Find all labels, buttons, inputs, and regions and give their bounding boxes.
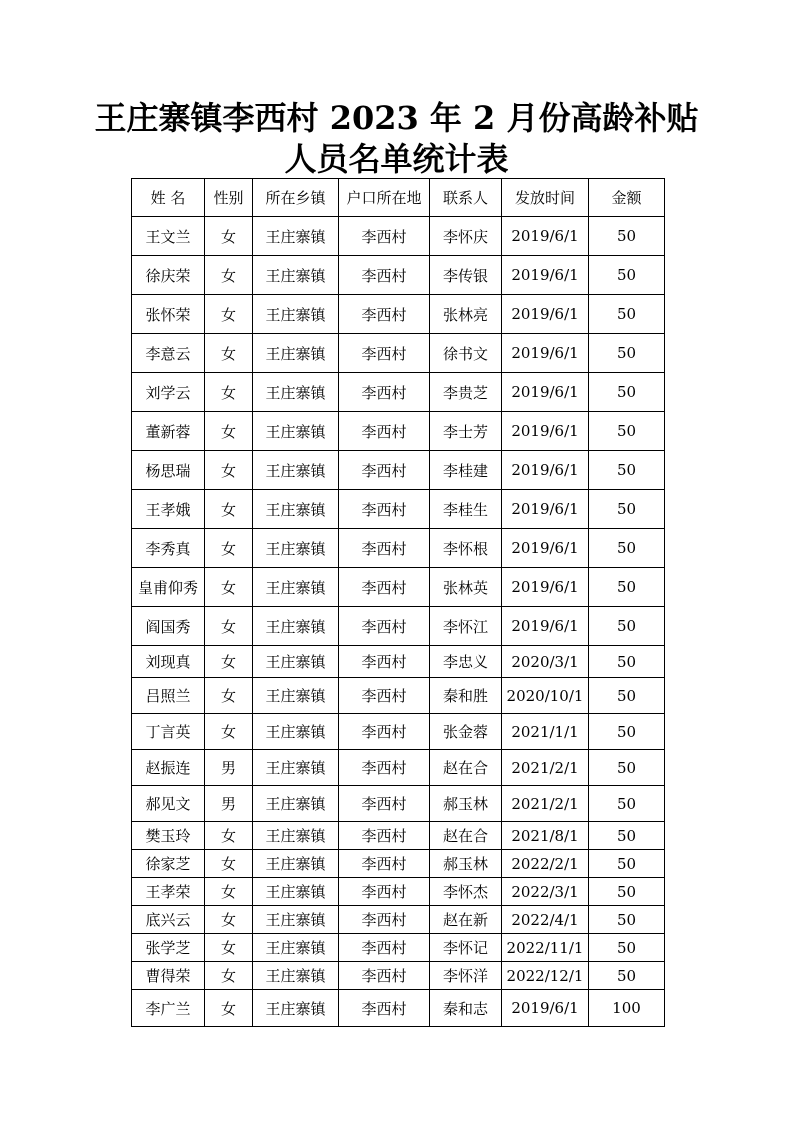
cell-issue-time: 2019/6/1 (502, 412, 589, 451)
cell-gender: 女 (205, 412, 253, 451)
cell-name: 李广兰 (132, 990, 205, 1027)
cell-township: 王庄寨镇 (253, 256, 339, 295)
cell-registration: 李西村 (339, 295, 430, 334)
cell-registration: 李西村 (339, 906, 430, 934)
cell-township: 王庄寨镇 (253, 490, 339, 529)
cell-contact: 郝玉林 (430, 786, 502, 822)
cell-township: 王庄寨镇 (253, 607, 339, 646)
document-subtitle: 人员名单统计表 (284, 140, 509, 178)
cell-gender: 女 (205, 334, 253, 373)
cell-registration: 李西村 (339, 529, 430, 568)
cell-issue-time: 2022/2/1 (502, 850, 589, 878)
cell-township: 王庄寨镇 (253, 529, 339, 568)
cell-registration: 李西村 (339, 678, 430, 714)
cell-township: 王庄寨镇 (253, 878, 339, 906)
cell-contact: 李怀庆 (430, 217, 502, 256)
cell-contact: 徐书文 (430, 334, 502, 373)
cell-name: 张学芝 (132, 934, 205, 962)
table-row (132, 750, 665, 786)
cell-contact: 李传银 (430, 256, 502, 295)
cell-amount: 50 (589, 878, 665, 906)
cell-amount: 50 (589, 786, 665, 822)
cell-contact: 赵在合 (430, 822, 502, 850)
cell-contact: 郝玉林 (430, 850, 502, 878)
cell-township: 王庄寨镇 (253, 451, 339, 490)
cell-gender: 女 (205, 490, 253, 529)
cell-registration: 李西村 (339, 646, 430, 678)
cell-gender: 女 (205, 714, 253, 750)
cell-registration: 李西村 (339, 373, 430, 412)
cell-registration: 李西村 (339, 568, 430, 607)
cell-name: 吕照兰 (132, 678, 205, 714)
cell-amount: 50 (589, 646, 665, 678)
cell-registration: 李西村 (339, 822, 430, 850)
cell-township: 王庄寨镇 (253, 962, 339, 990)
cell-gender: 女 (205, 568, 253, 607)
cell-contact: 李桂建 (430, 451, 502, 490)
cell-amount: 50 (589, 373, 665, 412)
cell-registration: 李西村 (339, 217, 430, 256)
cell-township: 王庄寨镇 (253, 934, 339, 962)
cell-contact: 赵在新 (430, 906, 502, 934)
header-amount: 金额 (589, 179, 665, 217)
cell-amount: 50 (589, 822, 665, 850)
cell-amount: 50 (589, 906, 665, 934)
cell-issue-time: 2019/6/1 (502, 295, 589, 334)
cell-township: 王庄寨镇 (253, 295, 339, 334)
cell-township: 王庄寨镇 (253, 822, 339, 850)
cell-registration: 李西村 (339, 878, 430, 906)
cell-gender: 女 (205, 646, 253, 678)
cell-amount: 50 (589, 451, 665, 490)
cell-issue-time: 2019/6/1 (502, 490, 589, 529)
table-row (132, 295, 665, 334)
cell-name: 杨思瑞 (132, 451, 205, 490)
header-registration: 户口所在地 (339, 179, 430, 217)
table-row (132, 906, 665, 934)
cell-issue-time: 2021/2/1 (502, 750, 589, 786)
cell-contact: 张金蓉 (430, 714, 502, 750)
table-row (132, 990, 665, 1027)
cell-gender: 女 (205, 934, 253, 962)
cell-name: 阎国秀 (132, 607, 205, 646)
cell-issue-time: 2020/3/1 (502, 646, 589, 678)
cell-issue-time: 2019/6/1 (502, 990, 589, 1027)
cell-contact: 李怀江 (430, 607, 502, 646)
cell-contact: 秦和志 (430, 990, 502, 1027)
cell-gender: 女 (205, 878, 253, 906)
cell-issue-time: 2019/6/1 (502, 451, 589, 490)
cell-issue-time: 2021/2/1 (502, 786, 589, 822)
table-row (132, 850, 665, 878)
cell-contact: 张林英 (430, 568, 502, 607)
cell-amount: 50 (589, 607, 665, 646)
cell-amount: 50 (589, 256, 665, 295)
cell-gender: 女 (205, 850, 253, 878)
cell-registration: 李西村 (339, 714, 430, 750)
table-row (132, 714, 665, 750)
header-name: 姓 名 (132, 179, 205, 217)
table-row (132, 646, 665, 678)
table-row (132, 878, 665, 906)
header-issue-time: 发放时间 (502, 179, 589, 217)
cell-name: 王文兰 (132, 217, 205, 256)
cell-gender: 女 (205, 373, 253, 412)
cell-amount: 50 (589, 750, 665, 786)
table-row (132, 217, 665, 256)
cell-name: 刘现真 (132, 646, 205, 678)
cell-issue-time: 2019/6/1 (502, 217, 589, 256)
cell-contact: 李士芳 (430, 412, 502, 451)
cell-registration: 李西村 (339, 850, 430, 878)
subsidy-roster-table (131, 178, 665, 1027)
cell-contact: 李贵芝 (430, 373, 502, 412)
cell-name: 郝见文 (132, 786, 205, 822)
table-row (132, 412, 665, 451)
cell-registration: 李西村 (339, 490, 430, 529)
table-row (132, 451, 665, 490)
cell-township: 王庄寨镇 (253, 334, 339, 373)
cell-issue-time: 2022/3/1 (502, 878, 589, 906)
cell-amount: 50 (589, 962, 665, 990)
cell-contact: 李桂生 (430, 490, 502, 529)
cell-gender: 女 (205, 678, 253, 714)
cell-name: 徐家芝 (132, 850, 205, 878)
cell-issue-time: 2022/11/1 (502, 934, 589, 962)
cell-gender: 女 (205, 217, 253, 256)
cell-gender: 女 (205, 906, 253, 934)
cell-township: 王庄寨镇 (253, 990, 339, 1027)
cell-issue-time: 2019/6/1 (502, 256, 589, 295)
table-row (132, 256, 665, 295)
cell-registration: 李西村 (339, 256, 430, 295)
cell-township: 王庄寨镇 (253, 373, 339, 412)
cell-registration: 李西村 (339, 934, 430, 962)
table-header-row (132, 179, 665, 217)
cell-amount: 50 (589, 217, 665, 256)
table-row (132, 334, 665, 373)
cell-name: 皇甫仰秀 (132, 568, 205, 607)
cell-gender: 女 (205, 962, 253, 990)
cell-amount: 50 (589, 934, 665, 962)
table-row (132, 678, 665, 714)
cell-gender: 男 (205, 786, 253, 822)
cell-gender: 女 (205, 822, 253, 850)
cell-issue-time: 2019/6/1 (502, 334, 589, 373)
cell-registration: 李西村 (339, 412, 430, 451)
header-township: 所在乡镇 (253, 179, 339, 217)
cell-amount: 50 (589, 490, 665, 529)
cell-contact: 李怀杰 (430, 878, 502, 906)
cell-township: 王庄寨镇 (253, 786, 339, 822)
table-row (132, 786, 665, 822)
cell-issue-time: 2021/8/1 (502, 822, 589, 850)
table-row (132, 934, 665, 962)
cell-registration: 李西村 (339, 607, 430, 646)
cell-township: 王庄寨镇 (253, 217, 339, 256)
cell-name: 王孝娥 (132, 490, 205, 529)
cell-township: 王庄寨镇 (253, 678, 339, 714)
cell-gender: 女 (205, 990, 253, 1027)
cell-registration: 李西村 (339, 786, 430, 822)
header-contact: 联系人 (430, 179, 502, 217)
header-gender: 性别 (205, 179, 253, 217)
cell-township: 王庄寨镇 (253, 850, 339, 878)
cell-registration: 李西村 (339, 334, 430, 373)
cell-gender: 女 (205, 451, 253, 490)
cell-amount: 50 (589, 295, 665, 334)
cell-township: 王庄寨镇 (253, 646, 339, 678)
cell-issue-time: 2019/6/1 (502, 568, 589, 607)
cell-name: 曹得荣 (132, 962, 205, 990)
table-row (132, 568, 665, 607)
cell-township: 王庄寨镇 (253, 906, 339, 934)
cell-name: 底兴云 (132, 906, 205, 934)
cell-registration: 李西村 (339, 750, 430, 786)
cell-contact: 秦和胜 (430, 678, 502, 714)
cell-contact: 张林亮 (430, 295, 502, 334)
cell-township: 王庄寨镇 (253, 412, 339, 451)
cell-issue-time: 2020/10/1 (502, 678, 589, 714)
cell-registration: 李西村 (339, 451, 430, 490)
cell-name: 王孝荣 (132, 878, 205, 906)
cell-registration: 李西村 (339, 962, 430, 990)
cell-name: 董新蓉 (132, 412, 205, 451)
cell-amount: 50 (589, 850, 665, 878)
cell-amount: 100 (589, 990, 665, 1027)
cell-amount: 50 (589, 568, 665, 607)
cell-issue-time: 2021/1/1 (502, 714, 589, 750)
cell-registration: 李西村 (339, 990, 430, 1027)
cell-issue-time: 2019/6/1 (502, 607, 589, 646)
cell-name: 丁言英 (132, 714, 205, 750)
cell-amount: 50 (589, 529, 665, 568)
table-row (132, 373, 665, 412)
cell-name: 李意云 (132, 334, 205, 373)
table-row (132, 822, 665, 850)
cell-name: 张怀荣 (132, 295, 205, 334)
cell-contact: 李怀洋 (430, 962, 502, 990)
cell-township: 王庄寨镇 (253, 568, 339, 607)
cell-amount: 50 (589, 678, 665, 714)
table-row (132, 490, 665, 529)
cell-gender: 女 (205, 295, 253, 334)
cell-township: 王庄寨镇 (253, 750, 339, 786)
cell-issue-time: 2019/6/1 (502, 373, 589, 412)
cell-name: 李秀真 (132, 529, 205, 568)
cell-amount: 50 (589, 714, 665, 750)
cell-contact: 李忠义 (430, 646, 502, 678)
cell-amount: 50 (589, 412, 665, 451)
cell-name: 樊玉玲 (132, 822, 205, 850)
cell-contact: 赵在合 (430, 750, 502, 786)
cell-name: 赵振连 (132, 750, 205, 786)
table-body (132, 217, 665, 1027)
cell-issue-time: 2022/4/1 (502, 906, 589, 934)
cell-gender: 女 (205, 607, 253, 646)
table-row (132, 607, 665, 646)
cell-contact: 李怀记 (430, 934, 502, 962)
table-row (132, 529, 665, 568)
table-row (132, 962, 665, 990)
document-title: 王庄寨镇李西村 2023 年 2 月份高龄补贴 (94, 99, 699, 137)
cell-gender: 男 (205, 750, 253, 786)
cell-township: 王庄寨镇 (253, 714, 339, 750)
cell-issue-time: 2019/6/1 (502, 529, 589, 568)
cell-gender: 女 (205, 529, 253, 568)
cell-name: 刘学云 (132, 373, 205, 412)
cell-issue-time: 2022/12/1 (502, 962, 589, 990)
cell-gender: 女 (205, 256, 253, 295)
cell-amount: 50 (589, 334, 665, 373)
cell-name: 徐庆荣 (132, 256, 205, 295)
cell-contact: 李怀根 (430, 529, 502, 568)
